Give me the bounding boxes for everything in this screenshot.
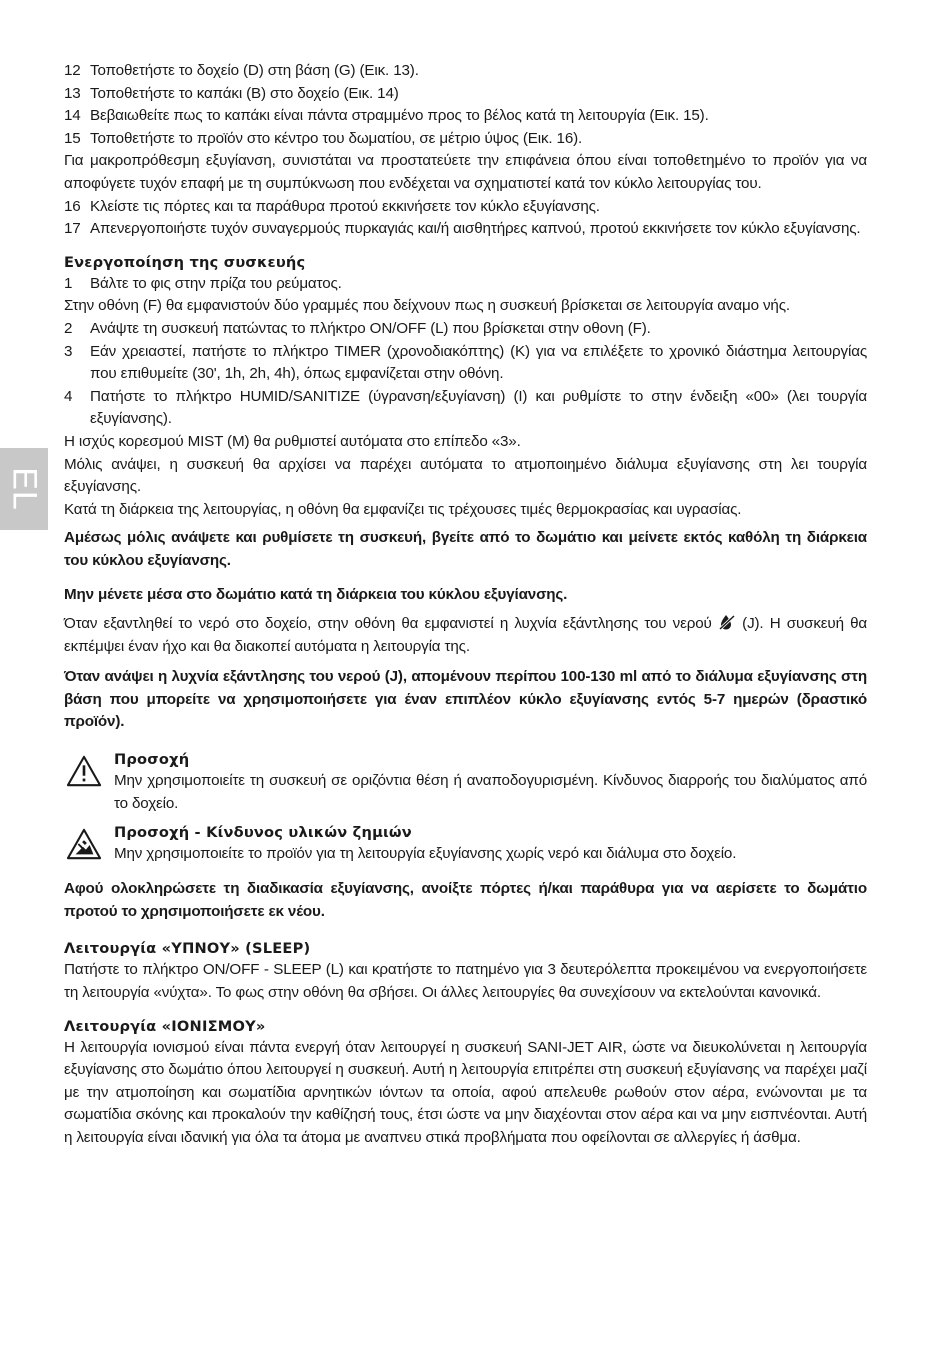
step-number: 12 <box>64 62 81 79</box>
list-item <box>64 341 867 386</box>
leave-room-warning: Αμέσως μόλις ανάψετε και ρυθμίσετε τη συσκευή, βγείτε από το δωμάτιο και μείνετε εκτός καθόλη τη διάρκεια του κύκλου εξυγίανσης. <box>64 529 867 569</box>
step-text: Βάλτε το φις στην πρίζα του ρεύματος. <box>90 274 342 292</box>
water-empty-icon <box>718 613 736 631</box>
step-text: Πατήστε το πλήκτρο HUMID/SANITIZE (ύγρανση/εξυγίανση) (I) και ρυθμίστε το στην ένδειξη «00» (λει τουργία εξυγίανσης). <box>90 387 867 428</box>
list-item <box>64 83 867 106</box>
step-text: Βεβαιωθείτε πως το καπάκι είναι πάντα στραμμένο προς το βέλος κατά τη λειτουργία (Εικ. 15). <box>90 107 709 125</box>
display-paragraph: Στην οθόνη (F) θα εμφανιστούν δύο γραμμές που δείχνουν πως η συσκευή βρίσκεται σε λειτουργία αναμο νής. <box>64 297 790 315</box>
warning-triangle-icon <box>64 750 114 815</box>
step-number: 14 <box>64 107 81 125</box>
language-tab-label: EL <box>5 467 44 511</box>
step-text: Απενεργοποιήστε τυχόν συναγερμούς πυρκαγιάς και/ή αισθητήρες καπνού, προτού εκκινήσετε τον κύκλο εξυγίανσης. <box>90 220 861 238</box>
step-number: 3 <box>64 342 73 360</box>
mist-paragraph: Η ισχύς κορεσμού MIST (M) θα ρυθμιστεί αυτόματα στο επίπεδο «3». <box>64 432 521 450</box>
water-empty-paragraph <box>64 613 867 658</box>
step-text: Τοποθετήστε το καπάκι (B) στο δοχείο (Εικ. 14) <box>90 84 399 102</box>
warning-text: Μην χρησιμοποιείτε τη συσκευή σε οριζόντια θέση ή αναποδογυρισμένη. Κίνδυνος διαρροής του διαλύματος από το δοχείο. <box>114 772 867 812</box>
step-text: Ανάψτε τη συσκευή πατώντας το πλήκτρο ON/OFF (L) που βρίσκεται στην οθονη (F). <box>90 319 651 337</box>
damage-warning-icon <box>64 823 114 866</box>
list-item <box>64 196 867 219</box>
long-term-paragraph: Για μακροπρόθεσμη εξυγίανση, συνιστάται να προστατεύετε την επιφάνεια όπου είναι τοποθετημένο το προϊόν για να αποφύγετε τυχόν επαφή με τη συμπύκνωση που ενδέχεται να σχηματιστεί κατά τον κύκλο λειτουργίας του. <box>64 152 867 192</box>
page-content <box>64 60 867 1150</box>
water-text-after: (J). Η συσκευή θα εκπέμψει έναν ήχο και θα διακοπεί αυτόματα η λειτουργία της. <box>64 615 868 655</box>
steps-list-a <box>64 60 867 150</box>
step-number: 16 <box>64 197 81 215</box>
stay-out-warning: Μην μένετε μέσα στο δωμάτιο κατά τη διάρκεια του κύκλου εξυγίανσης. <box>64 586 568 604</box>
list-item <box>64 318 867 341</box>
sleep-paragraph: Πατήστε το πλήκτρο ON/OFF - SLEEP (L) και κρατήστε το πατημένο για 3 δευτερόλεπτα προκειμένου να ενεργοποιήσετε τη λειτουργία «νύχτα». Το φως στην οθόνη θα σβήσει. Οι άλλες λειτουργίες θα συνεχίσουν να εκτελούνται κανονικά. <box>64 961 867 1001</box>
list-item <box>64 105 867 128</box>
sleep-heading: Λειτουργία «ΥΠΝΟΥ» (SLEEP) <box>64 940 311 958</box>
warning-title: Προσοχή <box>114 751 190 769</box>
step-number: 1 <box>64 274 73 292</box>
step-number: 4 <box>64 387 73 405</box>
list-item <box>64 273 867 296</box>
damage-warning-text: Μην χρησιμοποιείτε το προϊόν για τη λειτουργία εξυγίανσης χωρίς νερό και διάλυμα στο δοχείο. <box>114 845 737 863</box>
ion-heading: Λειτουργία «ΙΟΝΙΣΜΟΥ» <box>64 1017 266 1035</box>
step-number: 17 <box>64 220 81 238</box>
step-text: Τοποθετήστε το προϊόν στο κέντρο του δωματίου, σε μέτριο ύψος (Εικ. 16). <box>90 129 583 147</box>
step-number: 2 <box>64 319 73 337</box>
list-item <box>64 60 867 83</box>
water-text-before: Όταν εξαντληθεί το νερό στο δοχείο, στην οθόνη θα εμφανιστεί η λυχνία εξάντλησης του νερού <box>64 615 712 633</box>
language-tab <box>0 448 48 530</box>
steps-list-b <box>64 196 867 241</box>
warning-block <box>64 750 867 815</box>
step-text: Κλείστε τις πόρτες και τα παράθυρα προτού εκκινήσετε τον κύκλο εξυγίανσης. <box>90 197 600 215</box>
step-text: Εάν χρειαστεί, πατήστε το πλήκτρο TIMER (χρονοδιακόπτης) (K) για να επιλέξετε το χρονικό διάστημα λειτουργίας που επιθυμείτε (30', 1h, 2h, 4h), όπως εμφανίζεται στην οθόνη. <box>90 342 867 383</box>
ventilate-notice: Αφού ολοκληρώσετε τη διαδικασία εξυγίανσης, ανοίξτε πόρτες ή/και παράθυρα για να αερίσετε το δωμάτιο προτού το χρησιμοποιήσετε εκ νέου. <box>64 880 867 920</box>
lamp-notice: Όταν ανάψει η λυχνία εξάντλησης του νερού (J), απομένουν περίπου 100-130 ml από το διάλυμα εξυγίανσης στη βάση που μπορείτε να χρησιμοποιήσετε για έναν επιπλέον κύκλο εξυγίανσης εντός 5-7 ημερών (δραστικό προϊόν). <box>64 668 867 731</box>
step-number: 15 <box>64 129 81 147</box>
damage-warning-title: Προσοχή - Κίνδυνος υλικών ζημιών <box>114 824 412 842</box>
step-text: Τοποθετήστε το δοχείο (D) στη βάση (G) (Εικ. 13). <box>90 62 419 79</box>
list-item <box>64 386 867 431</box>
once-on-paragraph: Μόλις ανάψει, η συσκευή θα αρχίσει να παρέχει αυτόματα το ατμοποιημένο διάλυμα εξυγίανσης στη λει τουργία εξυγίανσης. <box>64 455 867 496</box>
damage-warning-block <box>64 823 867 866</box>
ion-paragraph: Η λειτουργία ιονισμού είναι πάντα ενεργή όταν λειτουργεί η συσκευή SANI-JET AIR, ώστε να διευκολύνεται η λειτουργία εξυγίανσης στο δωμάτιο όπου λειτουργεί η συσκευή. Αυτή η λειτουργία επιτρέπει στη συσκευή εξυγίανσης να παρέχει μαζί με την ατμοποίηση και σωματίδια αρνητικών ιόντων τα οποία, αφού απελευθε ρωθούν στον αέρα, ενώνονται με τα σωματίδια σκόνης και προκαλούν την καθίζησή τους, έτσι ώστε να μην διαχέονται στον αέρα και να μην εισπνέονται. Αυτή η λειτουργία είναι ιδανική για όλα τα άτομα με αναπνευ στικά προβλήματα που οφείλονται σε αλλεργίες ή άσθμα. <box>64 1038 867 1146</box>
during-paragraph: Κατά τη διάρκεια της λειτουργίας, η οθόνη θα εμφανίζει τις τρέχουσες τιμές θερμοκρασίας και υγρασίας. <box>64 500 742 518</box>
list-item <box>64 218 867 241</box>
activation-heading: Ενεργοποίηση της συσκευής <box>64 253 306 271</box>
list-item <box>64 128 867 151</box>
step-number: 13 <box>64 84 81 102</box>
